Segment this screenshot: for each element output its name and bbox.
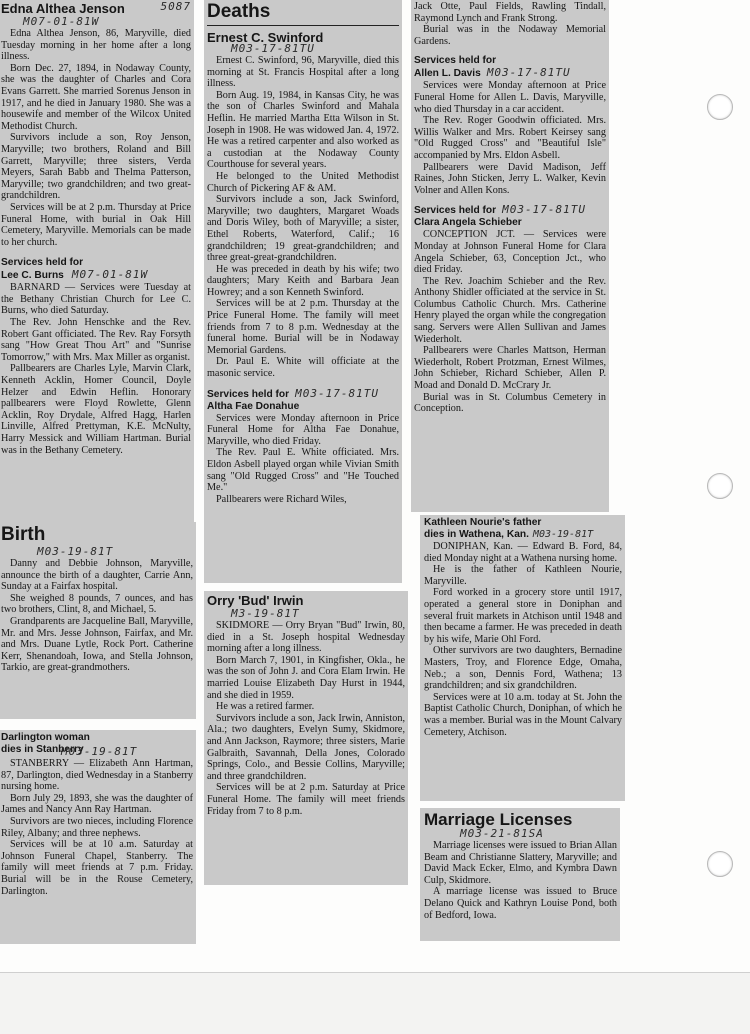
paragraph: Services will be at 2 p.m. Thursday at the Price Funeral Home. The family will meet friends from 7 to 8 p.m. Wednesday at the funeral home. Burial will be in Nodaway Memorial Gardens. (207, 298, 399, 356)
paragraph: A marriage license was issued to Bruce Delano Quick and Kathryn Louise Pond, both of Bedford, Iowa. (424, 886, 617, 921)
paragraph: Services will be at 10 a.m. Saturday at Johnson Funeral Chapel, Stanberry. The family will meet friends at 7 p.m. Friday. Burial will be in the Rouse Cemetery, Darlington. (1, 839, 193, 897)
clipping-deaths (204, 0, 402, 583)
paragraph: The Rev. Joachim Schieber and the Rev. Anthony Shidler officiated at the service in St. Columbus Catholic Church. Mrs. Catherine Henry played the organ while the congregation sang. Servers were Allen Sullivan and James Wiederholt. (414, 275, 606, 345)
paragraph: He was preceded in death by his wife; two daughters; Mary Keith and Barbara Jean Howrey; and a son Kenneth Swinford. (207, 263, 399, 298)
paragraph: Born March 7, 1901, in Kingfisher, Okla., he was the son of John J. and Cora Elam Irwin. He married Louise Elizabeth Day Hurst in 1944, and she died in 1959. (207, 654, 405, 701)
paragraph: Burial was in St. Columbus Cemetery in Conception. (414, 391, 606, 415)
paragraph: Pallbearers were Charles Mattson, Herman Wiederholt, Robert Protzman, Ernest Wilmes, John Schieber, Richard Schieber, Allen P. Moad and Donald D. McCrary Jr. (414, 345, 606, 392)
paragraph: STANBERRY — Elizabeth Ann Hartman, 87, Darlington, died Wednesday in a Stanberry nursing home. (1, 758, 193, 793)
headline: Allen L. Davis (414, 68, 481, 80)
headline: Services held for (1, 257, 84, 269)
handwritten-date: M03-21-81SA (460, 827, 544, 840)
headline: Altha Fae Donahue (207, 400, 300, 412)
paragraph: He belonged to the United Methodist Church of Pickering AF & AM. (207, 170, 399, 194)
paragraph: Services will be at 2 p.m. Saturday at Price Funeral Home. The family will meet friends Friday from 7 to 8 p.m. (207, 782, 405, 817)
handwritten-date: M03-17-81TU (231, 42, 315, 55)
paragraph: Pallbearers are Charles Lyle, Marvin Clark, Kenneth Acklin, Homer Council, Doyle Helzer and Edwin Heflin. Honorary pallbearers were Floyd Rowlette, Glenn Acklin, Roy Drydale, Alfred Hagg, Harlen Linville, Alfred Prettyman, K.E. McNulty, Harry Messick and William Hartman. Burial was in the Bethany Cemetery. (1, 363, 191, 456)
divider (207, 25, 399, 26)
handwritten-date: M3-19-81T (231, 607, 300, 620)
binder-hole (707, 94, 733, 120)
handwritten-date: M03-19-81T (61, 745, 138, 758)
paragraph: Grandparents are Jacqueline Ball, Maryville, Mr. and Mrs. Jesse Johnson, Fairfax, and Mr. and Mrs. Duane Lytle, Rock Port. Catherine Kerr, Shenandoah, Iowa, and Stella Johnson, Tarkio, are great-grandmothers. (1, 615, 193, 674)
clipping-marriage-licenses (420, 808, 620, 941)
paragraph: BARNARD — Services were Tuesday at the Bethany Christian Church for Lee C. Burns, who died Saturday. (1, 282, 191, 317)
clipping-ford (420, 515, 625, 801)
handwritten-date: M03-17-81TU (502, 203, 586, 217)
paragraph: He was a retired farmer. (216, 701, 315, 713)
headline: dies in Wathena, Kan. (424, 529, 529, 540)
binder-hole (707, 851, 733, 877)
paragraph: Dr. Paul E. White will officiate at the masonic service. (207, 356, 399, 380)
paragraph: The Rev. Roger Goodwin officiated. Mrs. Willis Walker and Mrs. Robert Keirsey sang "Old Rugged Cross" and "Beautiful Isle" accompanied by Mrs. Eldon Asbell. (414, 115, 606, 161)
headline: Ernest C. Swinford (207, 30, 324, 45)
handwritten-date: M03-19-81T (37, 545, 114, 558)
section-title: Deaths (207, 1, 271, 22)
paragraph: Burial was in the Nodaway Memorial Gardens. (414, 24, 606, 47)
paragraph: DONIPHAN, Kan. — Edward B. Ford, 84, died Monday night at a Wathena nursing home. (424, 541, 622, 564)
paragraph: Services were Monday afternoon at Price Funeral Home for Allen L. Davis, Maryville, who died Thursday in a car accident. (414, 80, 606, 115)
paragraph: Survivors include a son, Jack Irwin, Anniston, Ala.; two daughters, Evelyn Sumy, Skidmore, and Ann Jackson, Raymore; three sisters, Marie Galbraith, Savannah, Della Jones, Colorado Springs, Colo., and Bessie Collins, Maryville; and three grandchildren. (207, 712, 405, 782)
paragraph: Pallbearers were David Madison, Jeff Raines, John Sticken, Jerry L. Walker, Kevin Volner and Allen Kons. (414, 161, 606, 196)
headline: Services held for (207, 388, 290, 400)
clipping-services (411, 0, 609, 512)
paragraph: Jack Otte, Paul Fields, Rawling Tindall, Raymond Lynch and Frank Strong. (414, 1, 606, 24)
handwritten-note: 5087 (160, 0, 191, 13)
clipping-hartman (0, 730, 196, 944)
paragraph: Danny and Debbie Johnson, Maryville, announce the birth of a daughter, Carrie Ann, Sunday at a Fairfax hospital. (1, 558, 193, 593)
headline: Clara Angela Schieber (414, 217, 522, 229)
paragraph: SKIDMORE — Orry Bryan "Bud" Irwin, 80, died in a St. Joseph hospital Wednesday morning after a long illness. (207, 620, 405, 655)
binder-hole (707, 473, 733, 499)
section-title: Birth (1, 524, 46, 545)
paragraph: Other survivors are two daughters, Bernadine Masters, Troy, and Florence Edge, Omaha, Neb.; a son, Dennis Ford, Wathena; 13 grandchildren; and six grandchildren. (424, 645, 622, 692)
paragraph: Survivors include a son, Jack Swinford, Maryville; two daughters, Margaret Woads and Doris Wiley, both of Maryville; a sister, Ethel Roberts, Waterford, Calif.; 16 grandchildren; 19 great-grandchildren; and three great-great-grandchildren. (207, 194, 399, 264)
headline: Services held for (414, 55, 497, 67)
handwritten-date: M03-19-81T (532, 529, 594, 540)
paragraph: Born Aug. 19, 1984, in Kansas City, he was the son of Charles Swinford and Mahala Heflin. He married Martha Etta Wilson in St. Joseph in 1908. He was widowed Jan. 4, 1972. He was a retired carpenter and also worked as a custodian at the Nodaway County Courthouse for several years. (207, 89, 399, 171)
headline: Darlington woman (1, 732, 90, 743)
handwritten-date: M07-01-81W (23, 15, 100, 28)
headline: Orry 'Bud' Irwin (207, 593, 304, 608)
paragraph: Born July 29, 1893, she was the daughter of James and Nancy Ann Ray Hartman. (1, 792, 193, 816)
headline: Edna Althea Jenson (1, 1, 125, 16)
headline: Services held for (414, 205, 497, 217)
paragraph: The Rev. Paul E. White officiated. Mrs. Eldon Asbell played organ while Vivian Smith sang "Old Rugged Cross" and "He Touched Me." (207, 447, 399, 494)
clipping-jenson (0, 0, 194, 525)
handwritten-date: M03-17-81TU (295, 386, 379, 400)
paragraph: Survivors are two nieces, including Florence Riley, Albany; and three nephews. (1, 815, 193, 839)
handwritten-date: M07-01-81W (71, 268, 149, 282)
paragraph: CONCEPTION JCT. — Services were Monday at Johnson Funeral Home for Clara Angela Schieber, 63, Conception Jct., who died Friday. (414, 229, 606, 276)
section-title: Marriage Licenses (424, 810, 573, 829)
headline: Lee C. Burns (1, 270, 64, 282)
paragraph: She weighed 8 pounds, 7 ounces, and has two brothers, Clint, 8, and Michael, 5. (1, 592, 193, 616)
paragraph: Survivors include a son, Roy Jenson, Maryville; two brothers, Roland and Bill Garrett, Maryville; three sisters, Verda Meyers, Sarah Babb and Thelma Patterson, Maryville; two grandchildren; and two great-grandchildren. (1, 132, 191, 202)
paragraph: Marriage licenses were issued to Brian Allan Beam and Christianne Slattery, Maryville; and David Mack Ecker, Elmo, and Kymbra Dawn Culp, Skidmore. (424, 840, 617, 886)
paragraph: Edna Althea Jenson, 86, Maryville, died Tuesday morning in her home after a long illness. (1, 28, 191, 63)
paragraph: Born Dec. 27, 1894, in Nodaway County, she was the daughter of Charles and Cora Evans Garrett. She married Sorenus Jenson in 1917, and he died in January 1980. She was a housewife and member of the Wilcox United Methodist Church. (1, 62, 191, 132)
paragraph: Ernest C. Swinford, 96, Maryville, died this morning at St. Francis Hospital after a long illness. (207, 55, 399, 90)
paragraph: Services will be at 2 p.m. Thursday at Price Funeral Home, with burial in Oak Hill Cemetery, Maryville. Memorials can be made to her church. (1, 201, 191, 248)
paragraph: Ford worked in a grocery store until 1917, operated a general store in Doniphan and several fruit markets in Atchison until 1948 and then became a farmer. He was preceded in death by his wife, Marie Ohl Ford. (424, 587, 622, 645)
headline: dies in Stanberry (1, 744, 84, 755)
clipping-irwin (204, 591, 408, 885)
page-bottom-edge (0, 972, 750, 1034)
headline: Kathleen Nourie's father (424, 517, 542, 528)
paragraph: Services were at 10 a.m. today at St. John the Baptist Catholic Church, Doniphan, of which he was a member. Burial was in the Mount Calvary Cemetery, Atchison. (424, 691, 622, 738)
paragraph: The Rev. John Henschke and the Rev. Robert Gant officiated. The Rev. Ray Forsyth sang "How Great Thou Art" and "Sunrise Tomorrow," with Mrs. Max Miller as organist. (1, 317, 191, 363)
paragraph: Pallbearers were Richard Wiles, (216, 493, 347, 505)
paragraph: He is the father of Kathleen Nourie, Maryville. (424, 564, 622, 587)
clipping-birth (0, 522, 196, 719)
paragraph: Services were Monday afternoon in Price Funeral Home for Altha Fae Donahue, Maryville, who died Friday. (207, 412, 399, 447)
handwritten-date: M03-17-81TU (486, 66, 571, 80)
